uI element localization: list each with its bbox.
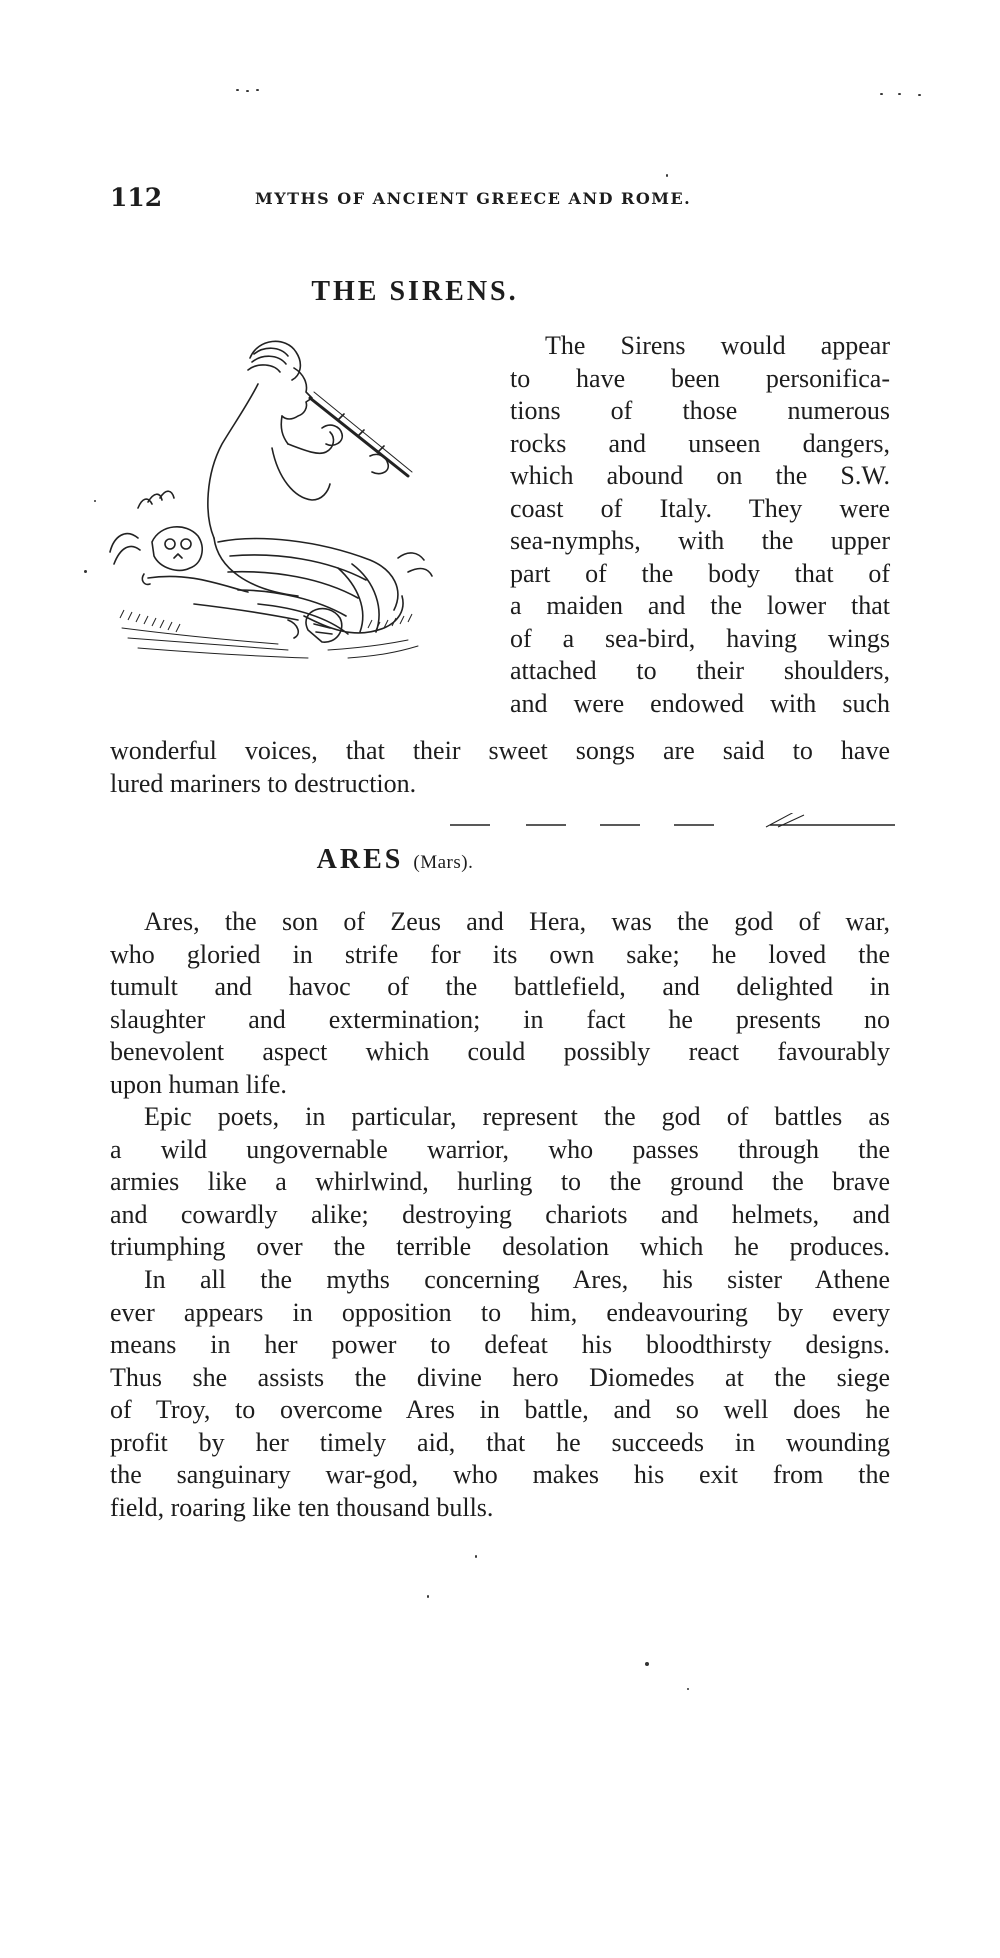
section-divider — [440, 813, 900, 835]
print-speck — [918, 94, 921, 96]
text-line: armies like a whirlwind, hurling to the ground the brave — [110, 1167, 890, 1196]
print-speck — [666, 174, 668, 177]
text-line: who gloried in strife for its own sake; he loved the — [110, 939, 890, 969]
text-line: and cowardly alike; destroying chariots and helmets, and — [110, 1199, 890, 1229]
text-line: Epic poets, in particular, represent the god of battles as — [144, 1102, 890, 1131]
text-line: The Sirens would appear — [545, 331, 890, 360]
text-line: the sanguinary war-god, who makes his exit from the — [110, 1460, 890, 1489]
text-line: rocks and unseen dangers, — [510, 428, 890, 458]
text-line: Thus she assists the divine hero Diomedes at the siege — [110, 1362, 890, 1392]
ares-paragraph-1 — [110, 906, 890, 1101]
text-line: of a sea-bird, having wings — [510, 623, 890, 653]
ares-heading — [0, 844, 790, 876]
ares-paragraph-3 — [110, 1264, 890, 1524]
running-head — [110, 183, 900, 213]
print-speck — [84, 570, 87, 573]
print-speck — [427, 1595, 429, 1598]
running-title: MYTHS OF ANCIENT GREECE AND ROME. — [255, 189, 692, 208]
text-line: Ares, the son of Zeus and Hera, was the god of war, — [144, 907, 890, 936]
page-number: 112 — [110, 183, 163, 212]
text-line: ever appears in opposition to him, endeavouring by every — [110, 1297, 890, 1327]
print-speck — [246, 90, 249, 92]
print-speck — [880, 93, 883, 95]
text-line: means in her power to defeat his bloodthirsty designs. — [110, 1330, 890, 1359]
ares-heading-main: ARES — [316, 844, 404, 875]
ares-paragraph-2 — [110, 1101, 890, 1264]
print-speck — [898, 93, 901, 95]
text-line: benevolent aspect which could possibly react favourably — [110, 1037, 890, 1066]
print-speck — [94, 500, 96, 502]
text-line: field, roaring like ten thousand bulls. — [110, 1492, 494, 1522]
text-line: a maiden and the lower that — [510, 591, 890, 620]
text-line: lured mariners to destruction. — [110, 768, 417, 798]
text-line: coast of Italy. They were — [510, 493, 890, 523]
sirens-paragraph-wrapped — [510, 330, 890, 720]
text-line: to have been personifica- — [510, 363, 890, 393]
text-line: upon human life. — [110, 1069, 287, 1099]
sirens-heading: THE SIRENS. — [311, 276, 519, 307]
print-speck — [256, 89, 259, 91]
print-speck — [687, 1688, 689, 1690]
print-speck — [236, 89, 239, 91]
text-line: sea-nymphs, with the upper — [510, 526, 890, 555]
sirens-paragraph-continued — [110, 735, 890, 800]
text-line: tumult and havoc of the battlefield, and delighted in — [110, 972, 890, 1001]
text-line: tions of those numerous — [510, 396, 890, 425]
text-line: part of the body that of — [510, 558, 890, 588]
text-line: In all the myths concerning Ares, his sister Athene — [144, 1265, 890, 1294]
print-speck — [475, 1555, 477, 1558]
text-line: triumphing over the terrible desolation which he produces. — [110, 1232, 890, 1261]
text-line: profit by her timely aid, that he succeeds in wounding — [110, 1427, 890, 1457]
ares-heading-roman-name: (Mars). — [413, 852, 474, 873]
text-line: attached to their shoulders, — [510, 656, 890, 685]
siren-illustration — [108, 328, 496, 696]
print-speck — [645, 1662, 649, 1666]
text-line: a wild ungovernable warrior, who passes through the — [110, 1134, 890, 1164]
text-line: of Troy, to overcome Ares in battle, and so well does he — [110, 1395, 890, 1424]
text-line: which abound on the S.W. — [510, 461, 890, 490]
text-line: and were endowed with such — [510, 688, 890, 718]
text-line: wonderful voices, that their sweet songs are said to have — [110, 736, 890, 765]
text-line: slaughter and extermination; in fact he presents no — [110, 1004, 890, 1034]
